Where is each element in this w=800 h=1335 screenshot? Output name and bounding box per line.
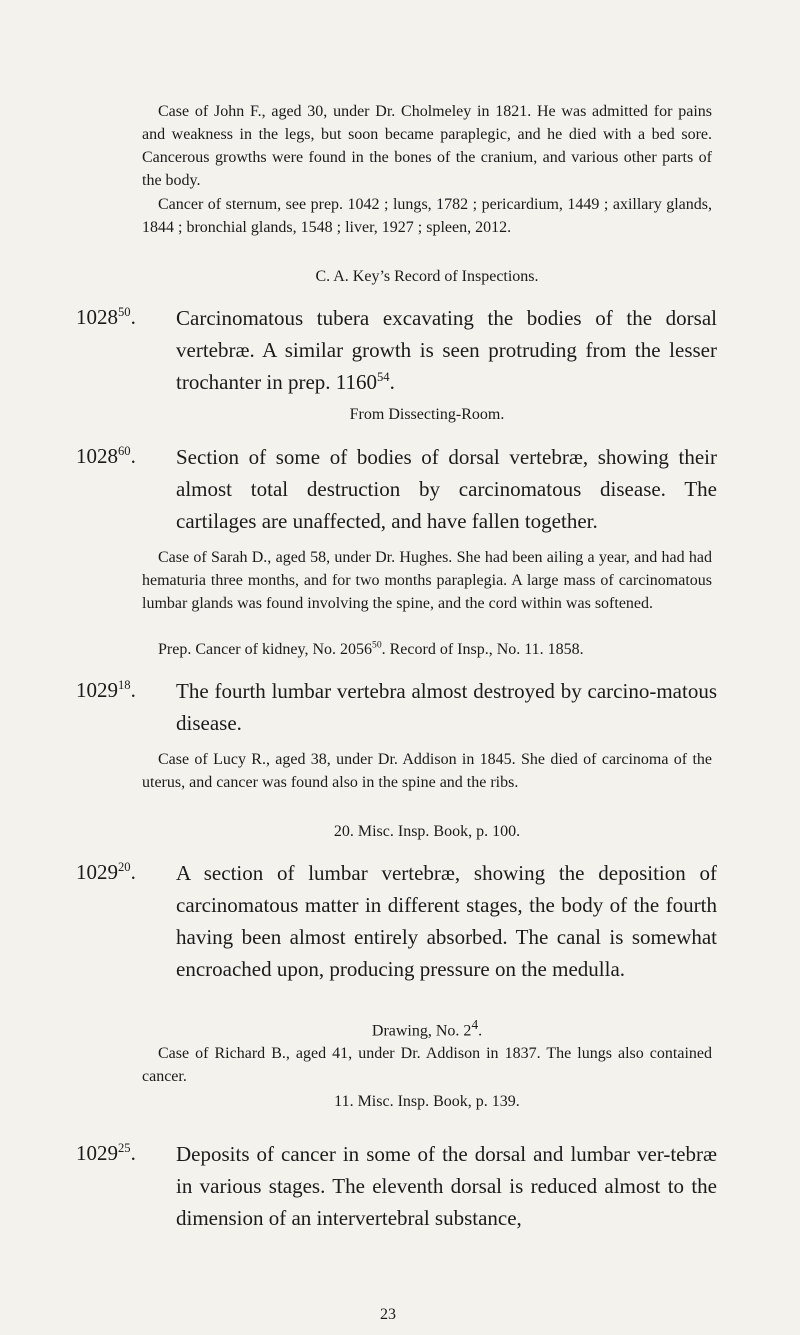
source-line: 20. Misc. Insp. Book, p. 100. bbox=[333, 823, 521, 840]
entry-number: 1029$^{25}$. bbox=[76, 1141, 136, 1165]
entry-title: Section of some of bodies of dorsal vertebræ, showing their almost total destruction by carcinomatous disease. The cartilages are unaffected, and have fallen together. bbox=[176, 445, 717, 533]
source-line: C. A. Key’s Record of Inspections. bbox=[315, 268, 539, 285]
preparation-reference: Prep. Cancer of kidney, No. 2056$^{50}$. Record of Insp., No. 11. 1858. bbox=[158, 639, 584, 658]
case-paragraph: Case of Lucy R., aged 38, under Dr. Addison in 1845. She died of carcinoma of the uterus, and cancer was found also in the spine and the ribs. bbox=[142, 751, 712, 791]
entry-title: A section of lumbar vertebræ, showing the deposition of carcinomatous matter in different stages, the body of the fourth having been almost entirely absorbed. The canal is somewhat encroached upon, producing pressure on the medulla. bbox=[176, 861, 717, 981]
entry-number: 1029$^{18}$. bbox=[76, 678, 136, 702]
entry-number: 1029$^{20}$. bbox=[76, 860, 136, 884]
page-number: 23 bbox=[380, 1306, 396, 1323]
entry-title: Carcinomatous tubera excavating the bodies of the dorsal vertebræ. A similar growth is seen protruding from the lesser trochanter in prep. 1160$^{54}$. bbox=[176, 306, 717, 394]
source-line: From Dissecting-Room. bbox=[349, 406, 505, 423]
drawing-reference: Drawing, No. $2^4$. bbox=[371, 1017, 483, 1040]
cancer-references-paragraph: Cancer of sternum, see prep. 1042 ; lungs, 1782 ; pericardium, 1449 ; axillary glands, 1844 ; bronchial glands, 1548 ; liver, 1927 ; spleen, 2012. bbox=[142, 196, 712, 236]
entry-number: 1028$^{60}$. bbox=[76, 444, 136, 468]
source-line: 11. Misc. Insp. Book, p. 139. bbox=[334, 1093, 520, 1110]
entry-number: 1028$^{50}$. bbox=[76, 305, 136, 329]
case-paragraph: Case of Richard B., aged 41, under Dr. Addison in 1837. The lungs also contained cancer. bbox=[142, 1045, 712, 1085]
entry-title: Deposits of cancer in some of the dorsal and lumbar ver-tebræ in various stages. The eleventh dorsal is reduced almost to the dimension of an intervertebral substance, bbox=[176, 1142, 717, 1230]
case-paragraph-john-f: Case of John F., aged 30, under Dr. Cholmeley in 1821. He was admitted for pains and weakness in the legs, but soon became paraplegic, and he died with a bed sore. Cancerous growths were found in the bones of the cranium, and various other parts of the body. bbox=[142, 103, 712, 189]
entry-title: The fourth lumbar vertebra almost destroyed by carcino-matous disease. bbox=[176, 679, 717, 735]
case-paragraph: Case of Sarah D., aged 58, under Dr. Hughes. She had been ailing a year, and had had hematuria three months, and for two months paraplegia. A large mass of carcinomatous lumbar glands was found involving the spine, and the cord within was softened. bbox=[142, 549, 712, 612]
